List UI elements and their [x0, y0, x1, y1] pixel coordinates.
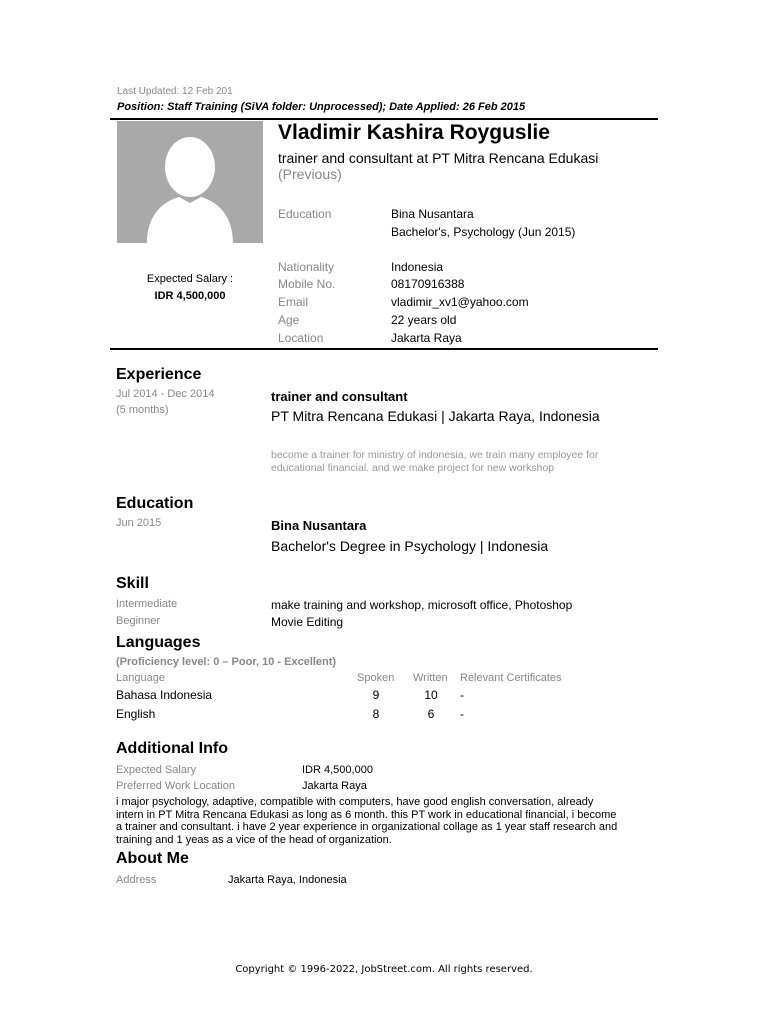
spoken-level: 8: [372, 707, 380, 721]
certificates-column-header: Relevant Certificates: [460, 672, 562, 684]
spoken-column-header: Spoken: [357, 672, 395, 684]
job-description-line: educational financial. and we make project for new workshop: [271, 462, 555, 474]
candidate-title: trainer and consultant at PT Mitra Rencana Edukasi: [278, 150, 599, 166]
additional-info-line: intern in PT Mitra Rencana Edukasi as long as 6 month. this PT work in educational financial, i become: [116, 808, 617, 821]
profile-divider: [110, 348, 658, 350]
experience-dates: Jul 2014 - Dec 2014: [116, 388, 215, 400]
location-value: Jakarta Raya: [391, 331, 462, 345]
additional-info-line: training and 1 yeas as a vice of the head of organization.: [116, 833, 392, 846]
certificate-value: -: [460, 688, 464, 702]
address-label: Address: [116, 874, 157, 886]
skill-list: Movie Editing: [271, 615, 344, 629]
education-school-name: Bina Nusantara: [271, 518, 367, 533]
mobile-label: Mobile No.: [278, 277, 336, 291]
expected-salary-label: Expected Salary :: [146, 273, 234, 285]
written-level: 10: [424, 688, 438, 702]
job-title: trainer and consultant: [271, 389, 408, 404]
skill-list: make training and workshop, microsoft office, Photoshop: [271, 598, 573, 612]
written-column-header: Written: [413, 672, 448, 684]
skill-level: Intermediate: [116, 598, 178, 610]
certificate-value: -: [460, 707, 464, 721]
age-value: 22 years old: [391, 313, 457, 327]
skill-level: Beginner: [116, 615, 161, 627]
about-me-heading: About Me: [116, 850, 189, 867]
position-applied: Position: Staff Training (SiVA folder: Unprocessed); Date Applied: 26 Feb 2015: [117, 101, 526, 113]
experience-duration: (5 months): [116, 404, 169, 416]
additional-info-line: a trainer and consultant. i have 2 year experience in organizational collage as 1 year staff research and: [116, 821, 618, 833]
languages-heading: Languages: [116, 634, 201, 651]
education-label: Education: [278, 207, 332, 221]
email-label: Email: [278, 295, 309, 309]
profile-photo: [117, 121, 263, 243]
candidate-name: Vladimir Kashira Royguslie: [278, 121, 550, 144]
job-company: PT Mitra Rencana Edukasi | Jakarta Raya, Indonesia: [271, 408, 600, 424]
spoken-level: 9: [372, 688, 380, 702]
person-silhouette-icon: [117, 121, 263, 243]
email-value: vladimir_xv1@yahoo.com: [391, 295, 529, 309]
written-level: 6: [427, 707, 435, 721]
education-heading: Education: [116, 495, 194, 512]
education-degree: Bachelor's, Psychology (Jun 2015): [391, 225, 576, 239]
education-degree-detail: Bachelor's Degree in Psychology | Indonesia: [271, 538, 549, 554]
expected-salary-info-label: Expected Salary: [116, 764, 197, 776]
location-label: Location: [278, 331, 324, 345]
additional-info-line: i major psychology, adaptive, compatible with computers, have good english conversation, already: [116, 796, 594, 808]
language-name: English: [116, 707, 156, 721]
experience-heading: Experience: [116, 366, 202, 383]
mobile-value: 08170916388: [391, 277, 465, 291]
copyright-footer: Copyright © 1996-2022, JobStreet.com. All rights reserved.: [235, 964, 533, 975]
nationality-value: Indonesia: [391, 260, 444, 274]
additional-info-heading: Additional Info: [116, 740, 228, 757]
education-date: Jun 2015: [116, 517, 162, 529]
education-school: Bina Nusantara: [391, 207, 474, 221]
proficiency-note: (Proficiency level: 0 – Poor, 10 - Excellent): [116, 656, 337, 668]
nationality-label: Nationality: [278, 260, 335, 274]
work-location-label: Preferred Work Location: [116, 780, 236, 792]
work-location-value: Jakarta Raya: [302, 780, 367, 792]
language-name: Bahasa Indonesia: [116, 688, 213, 702]
expected-salary-info-value: IDR 4,500,000: [302, 764, 373, 776]
address-value: Jakarta Raya, Indonesia: [228, 874, 347, 886]
language-column-header: Language: [116, 672, 165, 684]
job-description-line: become a trainer for ministry of indonesia, we train many employee for: [271, 449, 599, 461]
age-label: Age: [278, 313, 300, 327]
last-updated: Last Updated: 12 Feb 201: [117, 86, 233, 97]
title-status: (Previous): [278, 166, 342, 182]
header-divider: [110, 118, 658, 120]
skill-heading: Skill: [116, 575, 149, 592]
expected-salary-value: IDR 4,500,000: [154, 290, 226, 302]
